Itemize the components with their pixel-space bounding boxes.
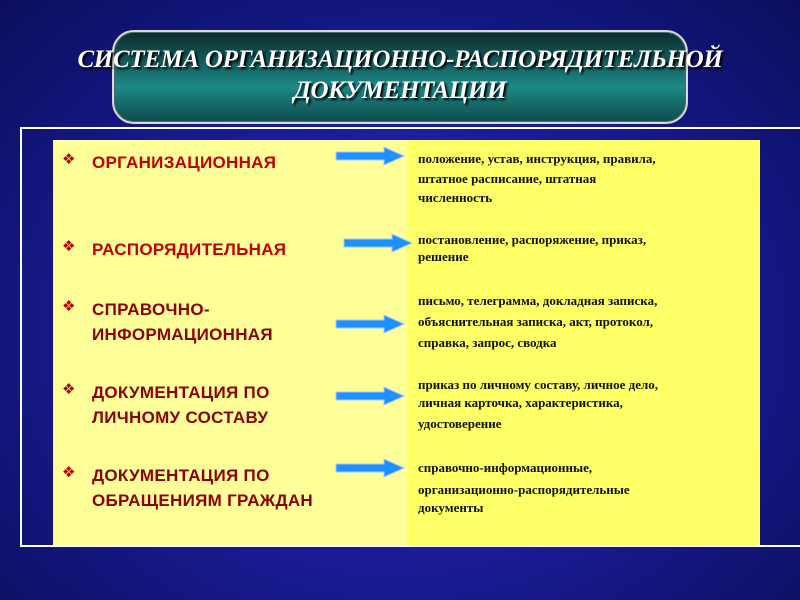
description-personnel: приказ по личному составу, личное дело, личная карточка, характеристика, удостоверение xyxy=(418,377,659,431)
category-label: СПРАВОЧНО- ИНФОРМАЦИОННАЯ xyxy=(92,300,273,344)
slide-title xyxy=(40,44,760,106)
description-reference: письмо, телеграмма, докладная записка, объяснительная записка, акт, протокол, справка, запрос, сводка xyxy=(418,293,658,350)
diamond-bullet-icon: ❖ xyxy=(62,297,76,315)
diamond-bullet-icon: ❖ xyxy=(62,150,76,168)
category-label: ДОКУМЕНТАЦИЯ ПО ОБРАЩЕНИЯМ ГРАЖДАН xyxy=(92,466,314,510)
diamond-bullet-icon: ❖ xyxy=(62,237,76,255)
diamond-bullet-icon: ❖ xyxy=(62,380,76,398)
arrow-right-icon xyxy=(334,146,406,166)
category-label: ДОКУМЕНТАЦИЯ ПО ЛИЧНОМУ СОСТАВУ xyxy=(92,383,270,427)
title-line-2: ДОКУМЕНТАЦИИ xyxy=(293,77,507,104)
description-citizen-appeals: справочно-информационные, организационно-распорядительные документы xyxy=(418,460,630,515)
arrow-right-icon xyxy=(334,314,406,334)
arrow-right-icon xyxy=(334,458,406,478)
title-line-1: СИСТЕМА ОРГАНИЗАЦИОННО-РАСПОРЯДИТЕЛЬНОЙ xyxy=(77,46,723,73)
category-label: РАСПОРЯДИТЕЛЬНАЯ xyxy=(92,240,287,259)
description-administrative: постановление, распоряжение, приказ, решение xyxy=(418,232,647,264)
category-label: ОРГАНИЗАЦИОННАЯ xyxy=(92,153,277,172)
arrow-right-icon xyxy=(334,386,406,406)
description-organizational: положение, устав, инструкция, правила, штатное расписание, штатная численность xyxy=(418,151,656,205)
diamond-bullet-icon: ❖ xyxy=(62,463,76,481)
arrow-right-icon xyxy=(342,233,414,253)
